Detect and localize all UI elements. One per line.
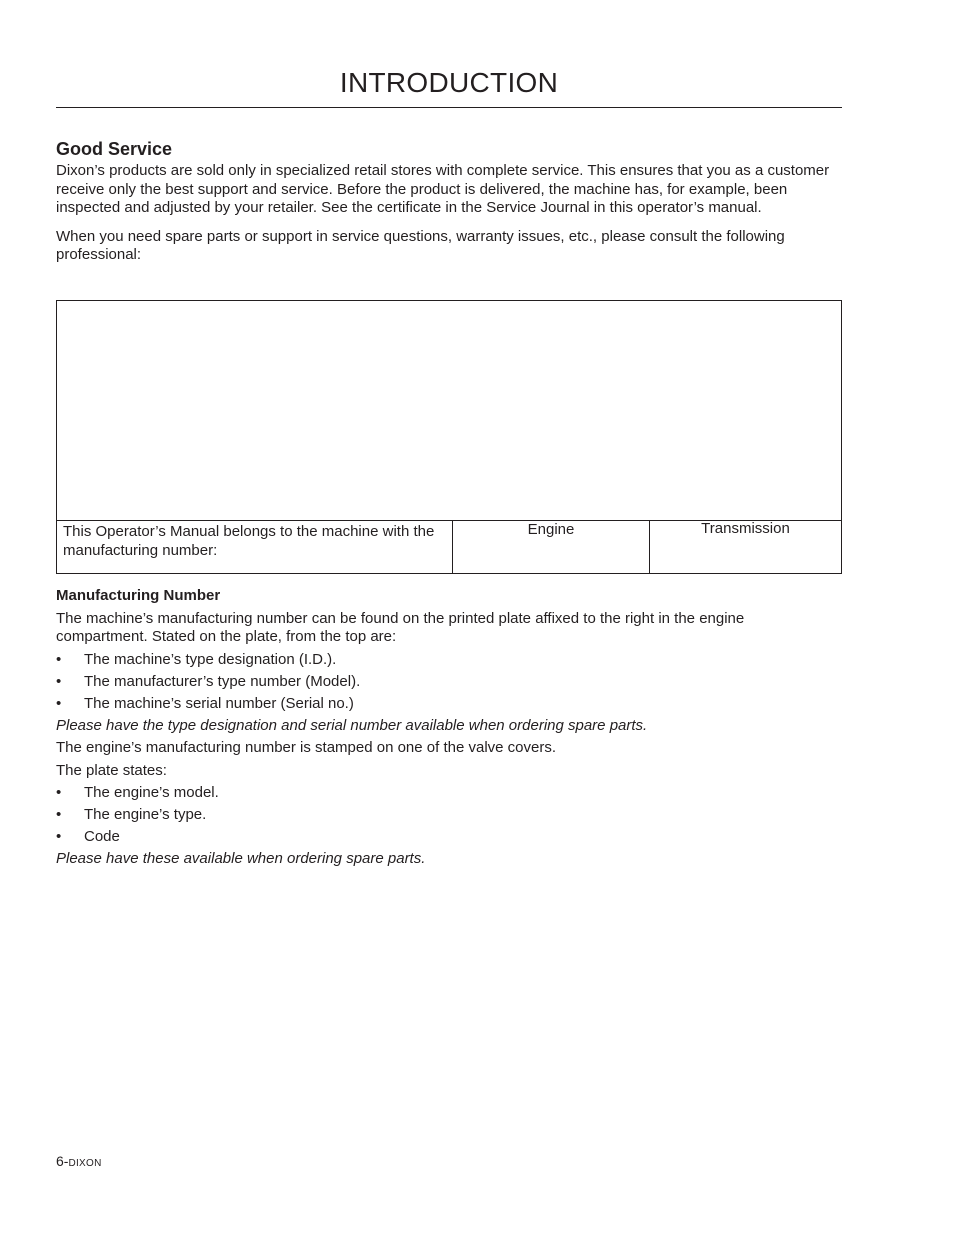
list-item: • The engine’s model. (56, 784, 219, 801)
transmission-cell: Transmission (701, 520, 790, 537)
manufacturing-number-row (57, 520, 841, 574)
good-service-section (56, 138, 842, 265)
belongs-to-label: This Operator’s Manual belongs to the machine with the manufacturing number: (57, 521, 453, 574)
manufacturing-number-heading: Manufacturing Number (56, 587, 221, 604)
plate-states-label: The plate states: (56, 761, 167, 779)
manufacturing-number-paragraph: The machine’s manufacturing number can be found on the printed plate affixed to the right in the engine compartment. Stated on the plate, from the top are: (56, 609, 745, 645)
engine-cell: Engine (453, 521, 650, 574)
title-divider (56, 107, 842, 108)
list-item: • The engine’s type. (56, 806, 207, 823)
list-item: • The machine’s serial number (Serial no.) (56, 694, 354, 712)
list-item: • The machine’s type designation (I.D.). (56, 650, 337, 668)
manufacturing-number-section (56, 587, 842, 873)
list-item: • Code (56, 828, 120, 845)
engine-items-list (56, 784, 842, 847)
good-service-heading: Good Service (56, 139, 173, 159)
good-service-paragraph-1: Dixon’s products are sold only in specialized retail stores with complete service. This ensures that you as a customer receive only the best support and service. Before the product is delivered, the machine has, for example, been inspected and adjusted by your retailer. See the certificate in the Service Journal in this operator’s manual. (56, 162, 830, 216)
list-item: • The manufacturer’s type number (Model). (56, 672, 361, 690)
good-service-paragraph-2: When you need spare parts or support in service questions, warranty issues, etc., please consult the following professional: (56, 227, 785, 263)
engine-number-paragraph: The engine’s manufacturing number is stamped on one of the valve covers. (56, 739, 557, 756)
spare-parts-note-1: Please have the type designation and serial number available when ordering spare parts. (56, 716, 648, 734)
plate-items-list (56, 651, 842, 714)
footer-brand: DIXON (68, 1158, 102, 1169)
page-number: 6- (56, 1153, 69, 1169)
page-footer (56, 1153, 102, 1169)
page-title: INTRODUCTION (339, 67, 559, 98)
spare-parts-note-2: Please have these available when ordering spare parts. (56, 850, 426, 867)
retailer-stamp-box (56, 300, 842, 574)
